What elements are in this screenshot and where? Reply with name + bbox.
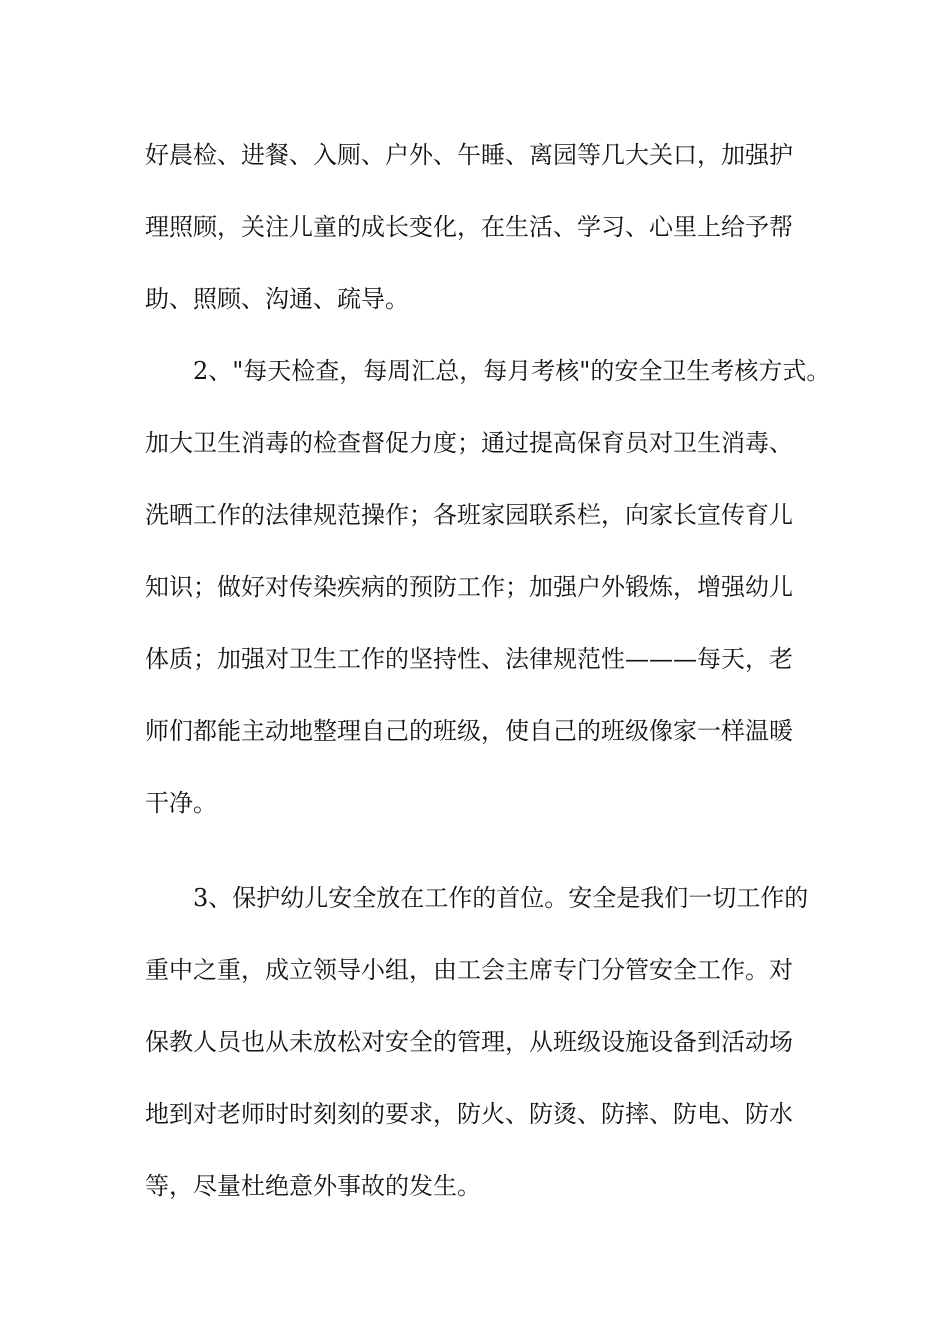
text-line: 洗晒工作的法律规范操作；各班家园联系栏，向家长宣传育儿 [145,501,793,529]
text-line: 3、保护幼儿安全放在工作的首位。安全是我们一切工作的 [193,884,809,912]
text-line: 理照顾，关注儿童的成长变化，在生活、学习、心里上给予帮 [145,213,793,241]
text-line: 助、照顾、沟通、疏导。 [145,285,409,313]
text-line: 地到对老师时时刻刻的要求，防火、防烫、防摔、防电、防水 [145,1100,793,1128]
text-line: 师们都能主动地整理自己的班级，使自己的班级像家一样温暖 [145,717,793,745]
text-line: 干净。 [145,789,217,817]
text-line: 加大卫生消毒的检查督促力度；通过提高保育员对卫生消毒、 [145,429,793,457]
text-line: 保教人员也从未放松对安全的管理，从班级设施设备到活动场 [145,1028,793,1056]
text-line: 等，尽量杜绝意外事故的发生。 [145,1172,481,1200]
text-line: 2、"每天检查，每周汇总，每月考核"的安全卫生考核方式。 [193,357,831,385]
text-line: 知识；做好对传染疾病的预防工作；加强户外锻炼，增强幼儿 [145,573,793,601]
text-line: 好晨检、进餐、入厕、户外、午睡、离园等几大关口，加强护 [145,141,793,169]
text-line: 重中之重，成立领导小组，由工会主席专门分管安全工作。对 [145,956,793,984]
text-line: 体质；加强对卫生工作的坚持性、法律规范性———每天，老 [145,645,793,673]
